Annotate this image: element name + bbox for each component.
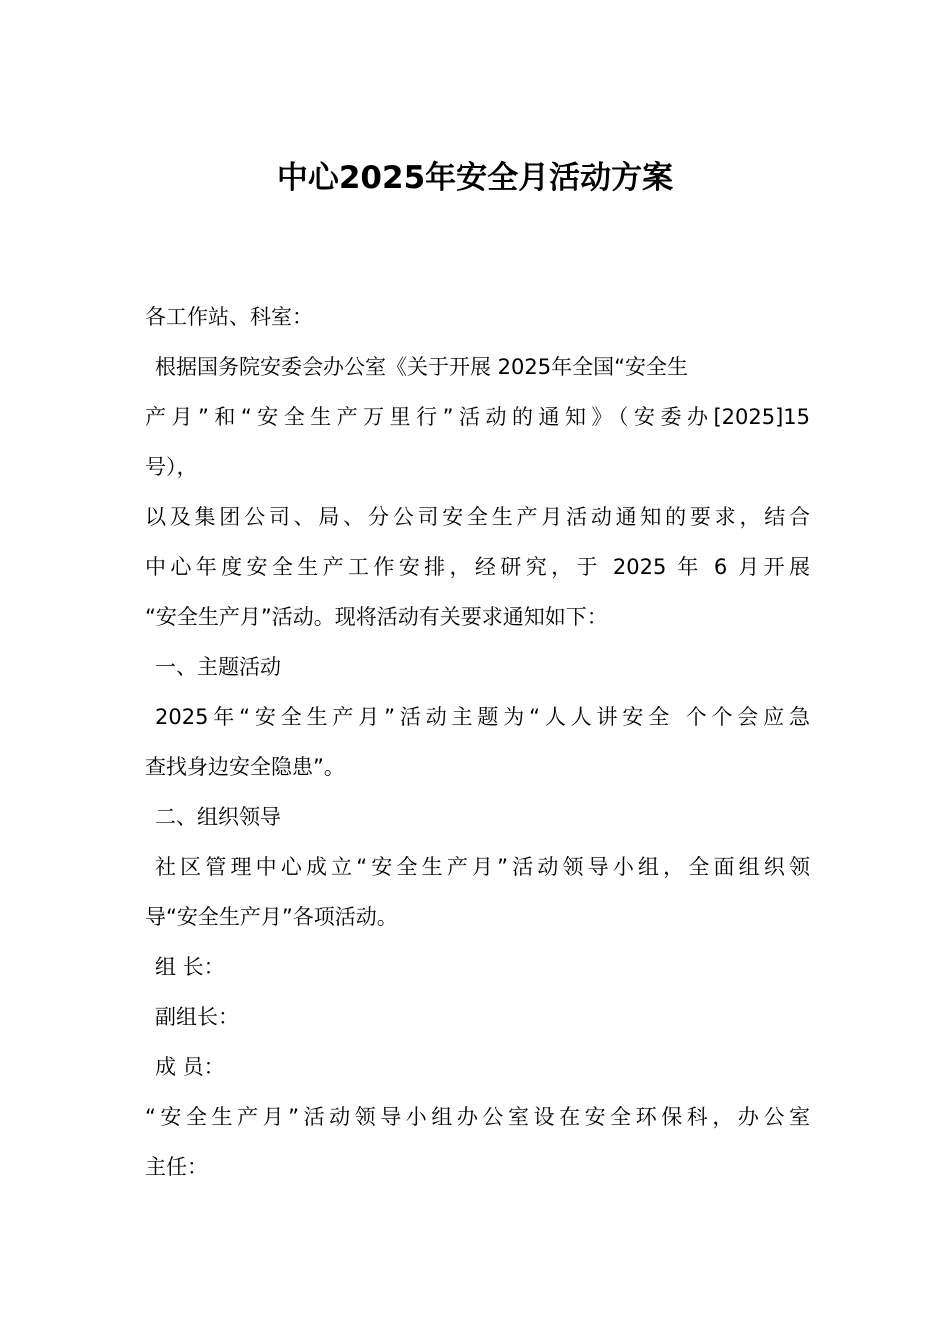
salutation-line: 各工作站、科室：	[145, 305, 313, 329]
leader-field: 组 长：	[155, 955, 225, 979]
paragraph-line: 2025年“安全生产月”活动主题为“人人讲安全 个个会应急	[155, 705, 810, 729]
paragraph-line: “安全生产月”活动领导小组办公室设在安全环保科，办公室	[145, 1105, 810, 1129]
paragraph-line: 号），	[145, 455, 198, 479]
paragraph-line: 根据国务院安委会办公室《关于开展 2025年全国“安全生	[155, 355, 688, 379]
paragraph-line: 以及集团公司、局、分公司安全生产月活动通知的要求，结合	[145, 505, 810, 529]
paragraph-line: 查找身边安全隐患”。	[145, 755, 345, 779]
paragraph-line: “安全生产月”活动。现将活动有关要求通知如下：	[145, 605, 608, 629]
deputy-leader-field: 副组长：	[155, 1005, 239, 1029]
section-heading: 一、主题活动	[155, 655, 281, 679]
paragraph-line: 社区管理中心成立“安全生产月”活动领导小组，全面组织领	[155, 855, 810, 879]
office-director-field: 主任：	[145, 1155, 208, 1179]
paragraph-line: 导“安全生产月”各项活动。	[145, 905, 398, 929]
document-body	[145, 292, 810, 1192]
section-heading: 二、组织领导	[155, 805, 281, 829]
members-field: 成 员：	[155, 1055, 225, 1079]
paragraph-line: 产月”和“安全生产万里行”活动的通知》（安委办[2025]15	[145, 405, 810, 429]
document-title: 中心2025年安全月活动方案	[276, 160, 674, 196]
paragraph-line: 中心年度安全生产工作安排，经研究，于 2025 年 6 月开展	[145, 555, 810, 579]
